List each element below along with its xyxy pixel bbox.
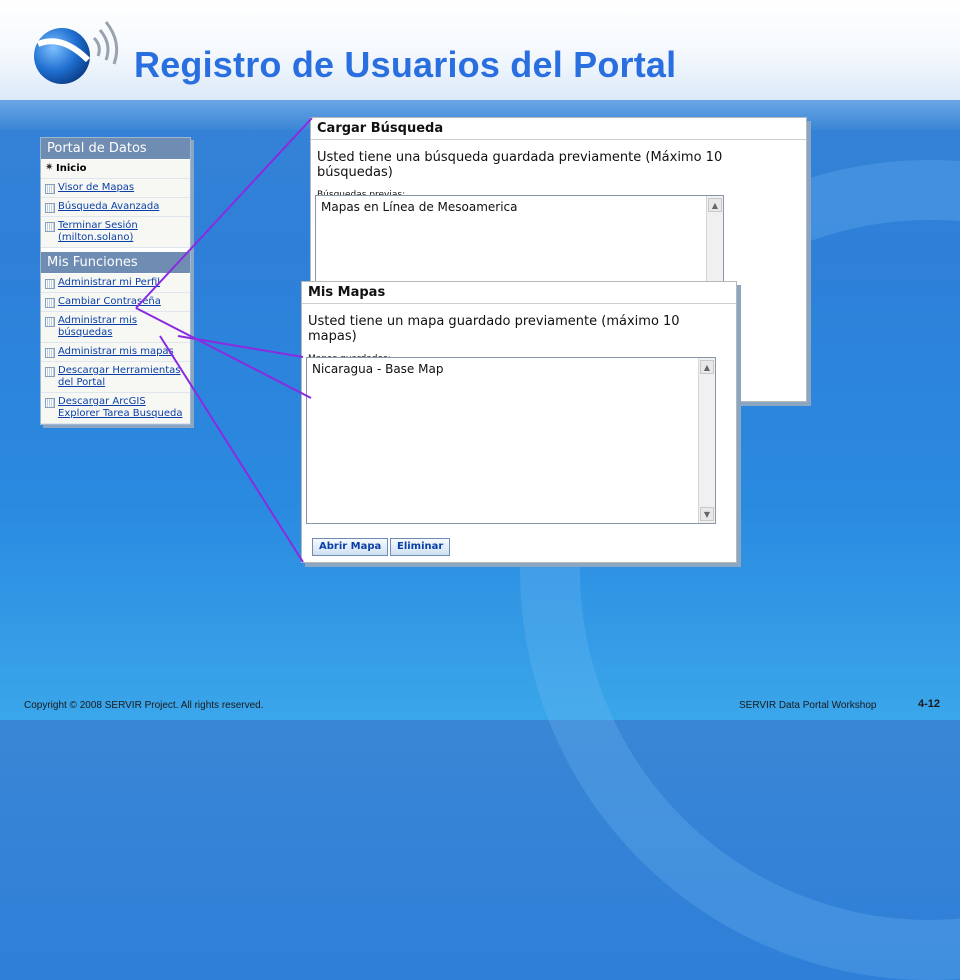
- footer-copyright: Copyright © 2008 SERVIR Project. All rights reserved.: [24, 700, 264, 711]
- my-maps-dialog: [301, 281, 737, 563]
- menu-item-terminar-sesion[interactable]: [41, 217, 190, 248]
- menu-item-cambiar-contrasena[interactable]: [41, 293, 190, 312]
- scroll-up-icon[interactable]: ▲: [700, 360, 714, 374]
- dialog-description: Usted tiene un mapa guardado previamente (máximo 10 mapas): [308, 314, 680, 344]
- menu-item-administrar-mapas[interactable]: [41, 343, 190, 362]
- menu-item-label: Visor de Mapas: [58, 182, 135, 193]
- portal-menu: [40, 137, 191, 425]
- list-bullet-icon: [45, 203, 55, 213]
- list-bullet-icon: [45, 298, 55, 308]
- menu-item-label: Administrar mis búsquedas: [58, 315, 138, 338]
- list-bullet-icon: [45, 317, 55, 327]
- list-bullet-icon: [45, 367, 55, 377]
- scroll-down-icon[interactable]: ▼: [700, 507, 714, 521]
- connector-line: [178, 336, 303, 357]
- menu-item-administrar-busquedas[interactable]: [41, 312, 190, 343]
- open-map-button[interactable]: Abrir Mapa: [312, 538, 388, 556]
- list-bullet-icon: [45, 222, 55, 232]
- list-item[interactable]: Mapas en Línea de Mesoamerica: [321, 200, 518, 214]
- dialog-title: Cargar Búsqueda: [311, 118, 806, 140]
- menu-item-visor-mapas[interactable]: [41, 179, 190, 198]
- dialog-title: Mis Mapas: [302, 282, 736, 304]
- menu-header-funciones: Mis Funciones: [41, 252, 190, 274]
- scrollbar[interactable]: [698, 358, 715, 523]
- servir-logo-icon: [28, 14, 124, 88]
- list-item[interactable]: Nicaragua - Base Map: [312, 362, 444, 376]
- page-number: 4-12: [918, 698, 941, 710]
- saved-maps-list[interactable]: [306, 357, 716, 524]
- star-icon: ✷: [45, 162, 54, 173]
- list-bullet-icon: [45, 279, 55, 289]
- menu-item-label: Descargar ArcGIS Explorer Tarea Busqueda: [58, 396, 183, 419]
- menu-item-descargar-arcgis[interactable]: [41, 393, 190, 424]
- menu-item-label: Búsqueda Avanzada: [58, 201, 160, 212]
- menu-item-label: Administrar mi Perfil: [58, 277, 161, 288]
- list-bullet-icon: [45, 184, 55, 194]
- menu-item-label: Administrar mis mapas: [58, 346, 174, 357]
- menu-item-label: Cambiar Contraseña: [58, 296, 161, 307]
- slide-title: Registro de Usuarios del Portal: [134, 44, 677, 85]
- menu-item-administrar-perfil[interactable]: [41, 274, 190, 293]
- menu-item-label: Descargar Herramientas del Portal: [58, 365, 181, 388]
- menu-item-label: Terminar Sesión (milton.solano): [58, 220, 138, 243]
- menu-item-inicio[interactable]: [41, 160, 190, 179]
- delete-map-button[interactable]: Eliminar: [390, 538, 450, 556]
- scroll-up-icon[interactable]: ▲: [708, 198, 722, 212]
- list-bullet-icon: [45, 348, 55, 358]
- menu-item-descargar-herramientas[interactable]: [41, 362, 190, 393]
- dialog-description: Usted tiene una búsqueda guardada previamente (Máximo 10 búsquedas): [317, 150, 723, 180]
- menu-header-portal: Portal de Datos: [41, 138, 190, 160]
- list-bullet-icon: [45, 398, 55, 408]
- footer-workshop: SERVIR Data Portal Workshop: [739, 700, 877, 711]
- menu-item-label: Inicio: [56, 163, 87, 174]
- menu-item-busqueda-avanzada[interactable]: [41, 198, 190, 217]
